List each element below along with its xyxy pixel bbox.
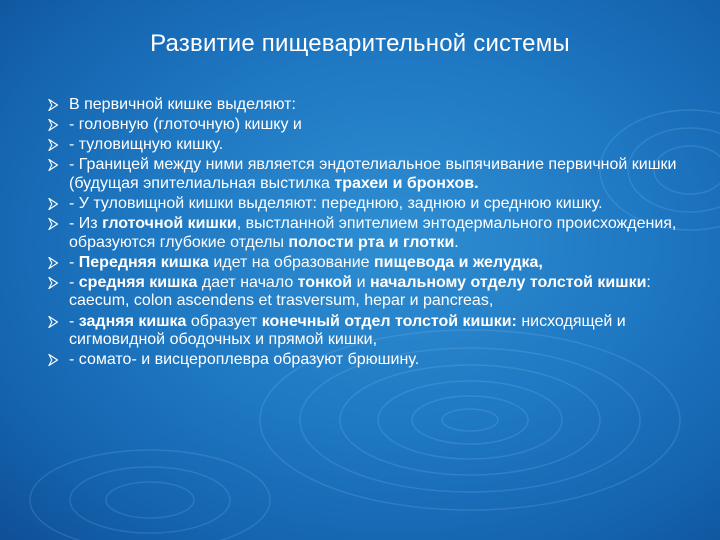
bullet-item [48, 254, 688, 273]
text-run: - У туловищной кишки выделяют: переднюю, заднюю и среднюю кишку. [69, 194, 603, 212]
text-run: - туловищную кишку. [69, 136, 224, 154]
text-run: В первичной кишке выделяют: [69, 96, 296, 113]
text-run: нисходящей и сигмовидной ободочных и прямой кишки, [69, 312, 626, 349]
text-run: - сомато- и висцероплевра образуют брюшину. [69, 351, 420, 369]
bullet-list [48, 96, 688, 371]
arrowhead-bullet-icon [48, 139, 58, 151]
bullet-item [48, 96, 688, 115]
bold-text-run: начальному отделу толстой кишки [369, 273, 647, 291]
bold-text-run: задняя кишка [78, 312, 187, 330]
text-run: образует [186, 312, 262, 330]
text-run: - Из [69, 215, 103, 233]
bullet-item [48, 116, 688, 135]
arrowhead-bullet-icon [48, 277, 58, 289]
text-run: - [69, 273, 79, 291]
arrowhead-bullet-icon [48, 257, 58, 269]
text-run: дает начало [197, 273, 298, 291]
bullet-item [48, 136, 688, 155]
bold-text-run: пищевода и желудка, [373, 253, 543, 271]
arrowhead-bullet-icon [48, 119, 58, 131]
text-run: - [69, 253, 79, 271]
bullet-item [48, 156, 688, 193]
bullet-item [48, 274, 688, 311]
bold-text-run: Передняя кишка [78, 253, 209, 271]
bullet-item [48, 195, 688, 214]
bold-text-run: глоточной кишки [102, 215, 237, 233]
bold-text-run: тонкой [297, 273, 353, 291]
text-run: - [69, 312, 79, 330]
text-run: идет на образование [208, 253, 374, 271]
arrowhead-bullet-icon [48, 316, 58, 328]
arrowhead-bullet-icon [48, 218, 58, 230]
bold-text-run: полости рта и глотки [288, 233, 455, 251]
bullet-item [48, 215, 688, 252]
text-run: - головную (глоточную) кишку и [69, 116, 302, 134]
arrowhead-bullet-icon [48, 159, 58, 171]
text-run: - Границей между ними является эндотелиальное выпячивание первичной кишки (будущая эпителиальная выстилка [69, 156, 677, 192]
bold-text-run: конечный отдел толстой кишки: [261, 312, 517, 330]
arrowhead-bullet-icon [48, 198, 58, 210]
bold-text-run: средняя кишка [78, 273, 198, 291]
text-run: : caecum, colon ascendens et trasversum, hepar и pancreas, [69, 273, 651, 310]
bold-text-run: трахеи и бронхов. [334, 174, 479, 192]
text-run: и [352, 273, 370, 291]
arrowhead-bullet-icon [48, 354, 58, 366]
text-run: , выстланной эпителием энтодермального происхождения, образуются глубокие отделы [69, 215, 677, 251]
bullet-item [48, 313, 688, 350]
arrowhead-bullet-icon [48, 99, 58, 111]
bullet-item [48, 351, 688, 370]
text-run: . [454, 233, 459, 251]
slide-title: Развитие пищеварительной системы [150, 30, 570, 57]
